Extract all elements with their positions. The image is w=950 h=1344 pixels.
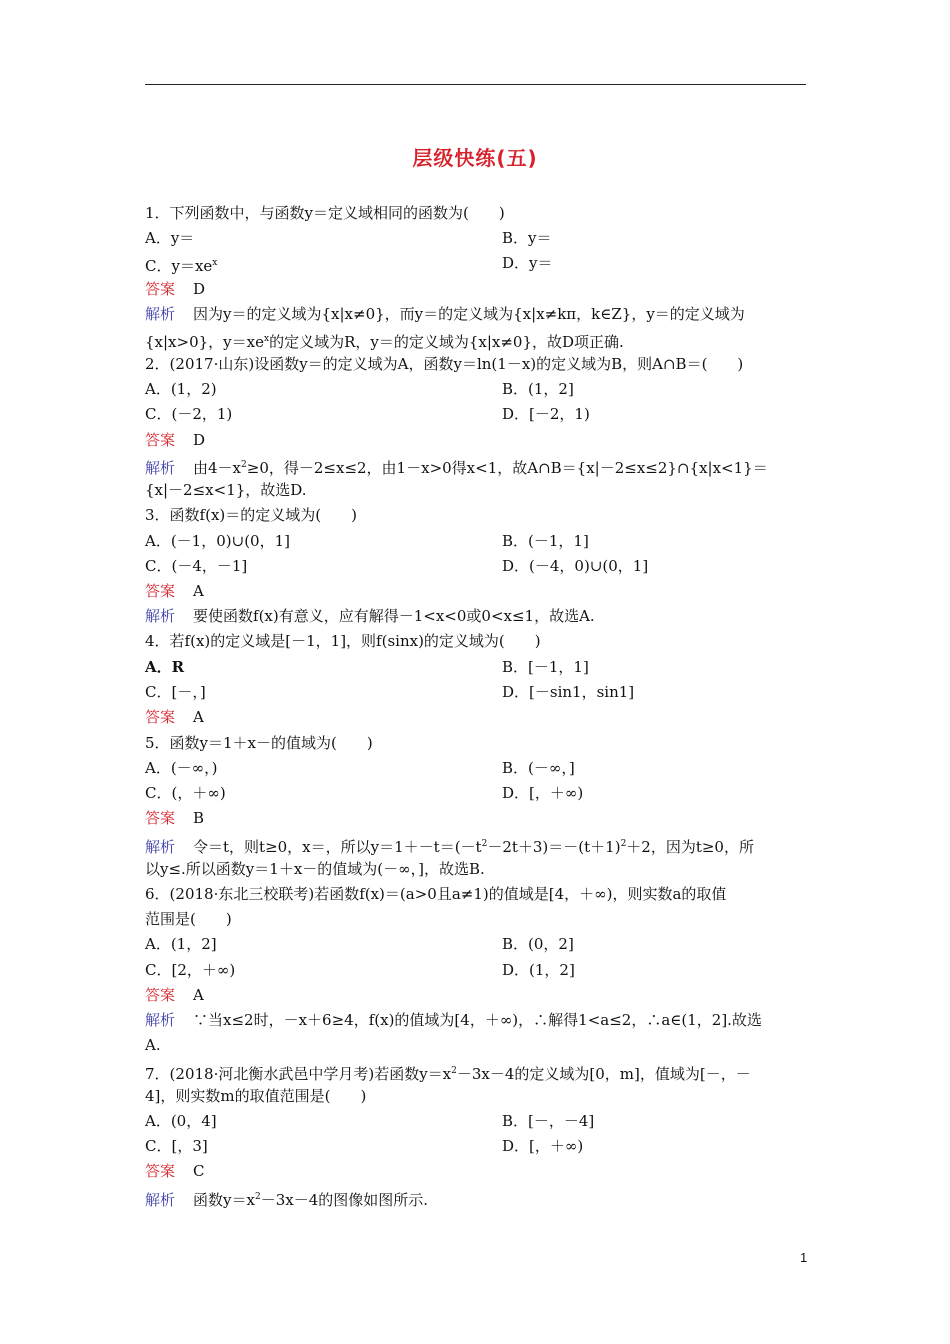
q3-option-c: C．(－4，－1] bbox=[145, 557, 248, 575]
q5-options-ab bbox=[145, 758, 807, 778]
q7-option-d: D．[，＋∞) bbox=[502, 1137, 584, 1155]
q6-stem-line1: 6．(2018·东北三校联考)若函数f(x)＝(a>0且a≠1)的值域是[4，＋∞)，则实数a的取值 bbox=[145, 885, 727, 903]
q3-answer: 答案 A bbox=[145, 582, 204, 600]
q5-option-c: C．(，＋∞) bbox=[145, 784, 226, 802]
q6-answer: 答案 A bbox=[145, 986, 204, 1004]
answer-label: 答案 bbox=[145, 582, 176, 600]
q5-stem: 5．函数y＝1＋x－的值域为( ) bbox=[145, 734, 373, 752]
q5-option-d: D．[，＋∞) bbox=[502, 784, 584, 802]
q4-options-cd bbox=[145, 682, 807, 702]
q3-stem: 3．函数f(x)＝的定义域为( ) bbox=[145, 506, 357, 524]
q1-answer: 答案 D bbox=[145, 280, 206, 298]
answer-label: 答案 bbox=[145, 809, 176, 827]
q6-option-d: D．(1，2] bbox=[502, 961, 575, 979]
page-title: 层级快练(五) bbox=[412, 146, 538, 170]
analysis-label: 解析 bbox=[145, 1011, 176, 1029]
q4-option-d: D．[－sin1，sin1] bbox=[502, 683, 635, 701]
q1-option-b: B．y＝ bbox=[502, 229, 552, 247]
q6-option-c: C．[2，＋∞) bbox=[145, 961, 236, 979]
q1-options-ab bbox=[145, 228, 807, 248]
q7-options-ab bbox=[145, 1111, 807, 1131]
q2-answer: 答案 D bbox=[145, 431, 206, 449]
q7-answer: 答案 C bbox=[145, 1162, 205, 1180]
q7-option-b: B．[－，－4] bbox=[502, 1112, 595, 1130]
q6-analysis-line1: 解析 ∵当x≤2时，－x＋6≥4，f(x)的值域为[4，＋∞)，∴解得1<a≤2，∴a∈(1，2].故选 bbox=[145, 1011, 762, 1029]
q2-stem: 2．(2017·山东)设函数y＝的定义域为A，函数y＝ln(1－x)的定义域为B，则A∩B＝( ) bbox=[145, 355, 744, 373]
q5-analysis-line2: 以y≤.所以函数y＝1＋x－的值域为(－∞，]，故选B. bbox=[145, 860, 485, 878]
q2-options-ab bbox=[145, 379, 807, 399]
answer-label: 答案 bbox=[145, 708, 176, 726]
q3-option-d: D．(－4，0)∪(0，1] bbox=[502, 557, 649, 575]
analysis-label: 解析 bbox=[145, 1191, 176, 1209]
q6-option-b: B．(0，2] bbox=[502, 935, 574, 953]
q5-options-cd bbox=[145, 783, 807, 803]
q5-option-b: B．(－∞，] bbox=[502, 759, 575, 777]
q7-options-cd bbox=[145, 1136, 807, 1156]
q4-answer: 答案 A bbox=[145, 708, 204, 726]
q2-option-a: A．(1，2) bbox=[145, 380, 217, 398]
q2-option-d: D．[－2，1) bbox=[502, 405, 590, 423]
q3-options-cd bbox=[145, 556, 807, 576]
q2-option-b: B．(1，2] bbox=[502, 380, 574, 398]
answer-label: 答案 bbox=[145, 431, 176, 449]
q7-option-a: A．(0，4] bbox=[145, 1112, 217, 1130]
q5-analysis-line1: 解析 令＝t，则t≥0，x＝，所以$y=1+-t=(-t^2-2t+3)=-(t+1)^2+2$，因为t≥0，所 bbox=[145, 838, 754, 856]
q5-answer: 答案 B bbox=[145, 809, 205, 827]
answer-label: 答案 bbox=[145, 986, 176, 1004]
q6-analysis-line2: A. bbox=[145, 1036, 161, 1054]
page-number: 1 bbox=[800, 1250, 808, 1265]
analysis-label: 解析 bbox=[145, 838, 176, 856]
q2-analysis-line2: {x|－2≤x<1}，故选D. bbox=[145, 481, 307, 499]
analysis-label: 解析 bbox=[145, 459, 176, 477]
q3-option-a: A．(－1，0)∪(0，1] bbox=[145, 532, 290, 550]
q1-analysis-line1: 解析 因为y＝的定义域为{x|x≠0}，而y＝的定义域为{x|x≠kπ，k∈Z}，y＝的定义域为 bbox=[145, 305, 745, 323]
q6-options-ab bbox=[145, 934, 807, 954]
header-rule bbox=[145, 84, 806, 85]
q4-option-a: A．R bbox=[145, 658, 185, 676]
q1-option-d: D．y＝ bbox=[502, 254, 553, 272]
q1-options-cd bbox=[145, 253, 807, 276]
q3-analysis-line1: 解析 要使函数f(x)有意义，应有解得－1<x<0或0<x≤1，故选A. bbox=[145, 607, 595, 625]
q2-analysis-line1: 解析 由$4-x^2\ge 0$，得－2≤x≤2，由1－x>0得x<1，故A∩B＝{x|－2≤x≤2}∩{x|x<1}＝ bbox=[145, 459, 768, 477]
q7-stem-line1: 7．(2018·河北衡水武邑中学月考)若函数$y=x^2-3x-4$的定义域为[0，m]，值域为[－，－ bbox=[145, 1065, 751, 1083]
q4-options-ab bbox=[145, 657, 807, 677]
q4-option-b: B．[－1，1] bbox=[502, 658, 589, 676]
q6-option-a: A．(1，2] bbox=[145, 935, 217, 953]
q1-option-c: C．$y=xe^x$ bbox=[145, 257, 218, 275]
q2-option-c: C．(－2，1) bbox=[145, 405, 233, 423]
q3-options-ab bbox=[145, 531, 807, 551]
q6-stem-line2: 范围是( ) bbox=[145, 910, 232, 928]
q3-option-b: B．(－1，1] bbox=[502, 532, 589, 550]
q1-stem: 1．下列函数中，与函数y＝定义域相同的函数为( ) bbox=[145, 204, 505, 222]
q7-stem-line2: 4]，则实数m的取值范围是( ) bbox=[145, 1087, 367, 1105]
q2-options-cd bbox=[145, 404, 807, 424]
q7-option-c: C．[，3] bbox=[145, 1137, 208, 1155]
q5-option-a: A．(－∞，) bbox=[145, 759, 218, 777]
q1-option-a: A．y＝ bbox=[145, 229, 195, 247]
analysis-label: 解析 bbox=[145, 305, 176, 323]
answer-label: 答案 bbox=[145, 280, 176, 298]
q4-stem: 4．若f(x)的定义域是[－1，1]，则f(sinx)的定义域为( ) bbox=[145, 632, 541, 650]
answer-label: 答案 bbox=[145, 1162, 176, 1180]
q4-option-c: C．[－，] bbox=[145, 683, 206, 701]
analysis-label: 解析 bbox=[145, 607, 176, 625]
q7-analysis-line1: 解析 函数$y=x^2-3x-4$的图像如图所示. bbox=[145, 1191, 429, 1209]
q1-analysis-line2: {x|x>0}，$y=xe^x$的定义域为R，y＝的定义域为{x|x≠0}，故D项正确. bbox=[145, 333, 624, 351]
q6-options-cd bbox=[145, 960, 807, 980]
